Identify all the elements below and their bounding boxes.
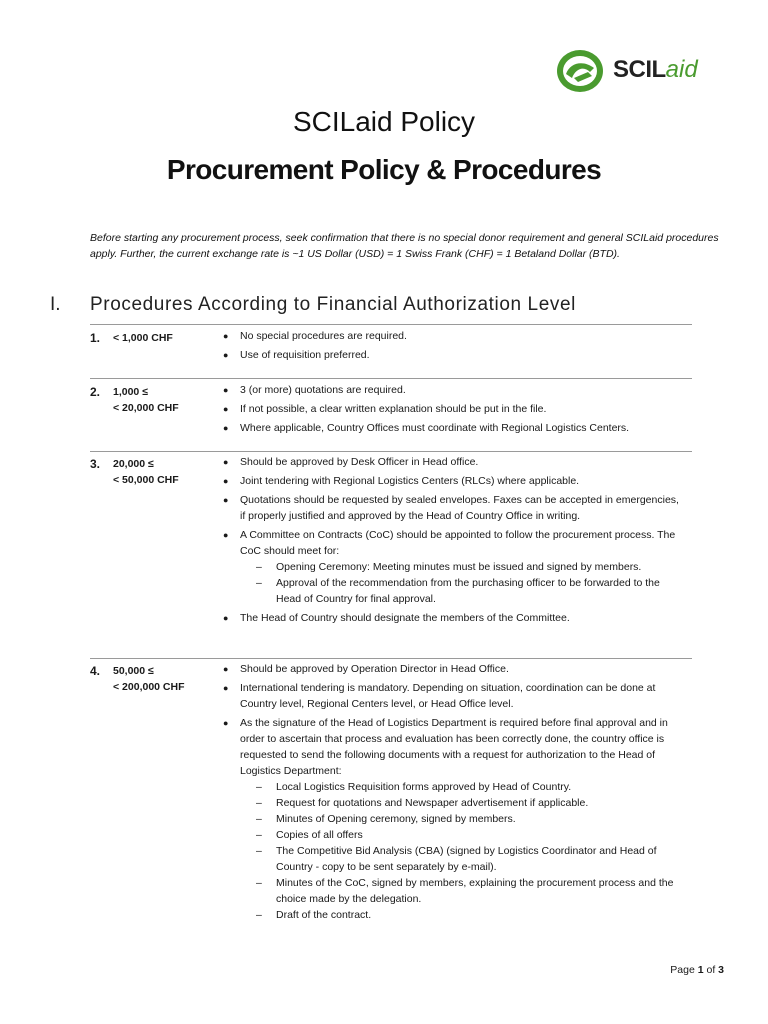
level-number: 1. <box>90 331 101 345</box>
level-procedures-list <box>222 328 684 366</box>
sub-list-item: – Minutes of Opening ceremony, signed by members. <box>256 813 516 825</box>
sub-list-item: – Minutes of the CoC, signed by members, explaining the procurement process and the choice made by the delegation. <box>256 877 674 905</box>
sub-list <box>240 559 684 607</box>
sub-list-item: – The Competitive Bid Analysis (CBA) (signed by Logistics Coordinator and Head of Country - copy to be sent separately by e-mail). <box>256 845 657 873</box>
sub-list-item: – Local Logistics Requisition forms approved by Head of Country. <box>256 781 572 793</box>
logo-scil-text: SCIL <box>613 56 666 83</box>
sub-list-item: – Approval of the recommendation from the purchasing officer to be forwarded to the Head of Country for final approval. <box>256 577 660 605</box>
logo-aid-text: aid <box>665 56 698 83</box>
list-item: ● Use of requisition preferred. <box>223 349 370 361</box>
row-divider <box>90 451 692 452</box>
sub-list-item: – Copies of all offers <box>256 829 363 841</box>
section-title: Procedures According to Financial Authorization Level <box>90 294 576 315</box>
list-item: ● If not possible, a clear written explanation should be put in the file. <box>223 403 547 415</box>
list-item: ● The Head of Country should designate the members of the Committee. <box>223 612 570 624</box>
list-item: ● 3 (or more) quotations are required. <box>223 384 406 396</box>
section-heading <box>50 292 730 318</box>
sub-list-item: – Draft of the contract. <box>256 909 372 921</box>
level-procedures-list <box>222 382 684 439</box>
list-item: ● Quotations should be requested by sealed envelopes. Faxes can be accepted in emergencies, if properly justified and approved by the Head of Country Office in writing. <box>223 494 679 522</box>
document-title: SCILaid Policy <box>292 106 476 137</box>
list-item: ● Should be approved by Operation Director in Head Office. <box>223 663 509 675</box>
level-number: 3. <box>90 457 101 471</box>
level-threshold: 20,000 ≤ <box>113 458 154 470</box>
intro-paragraph: Before starting any procurement process, seek confirmation that there is no special donor requirement and general SCILaid procedures apply. Further, the current exchange rate is ~1 US Dollar (USD) = 1 Swiss Frank (CHF) = 1 Betaland Dollar (BTD). <box>90 232 719 260</box>
list-item: ● A Committee on Contracts (CoC) should be appointed to follow the procurement process. The CoC should meet for: – Opening Ceremony: Meeting minutes must be issued and signed by members. – Approval of the recommendation from the purchasing officer to be forwarded to the Head of Country for final approval. <box>222 527 684 607</box>
section-number: I. <box>50 294 61 315</box>
row-divider <box>90 378 692 379</box>
level-threshold: < 1,000 CHF <box>113 332 173 344</box>
sub-list <box>240 779 684 923</box>
document-subtitle: Procurement Policy & Procedures <box>166 154 602 185</box>
list-item: ● Should be approved by Desk Officer in Head office. <box>223 456 479 468</box>
list-item: ● As the signature of the Head of Logistics Department is required before final approval and in order to ascertain that process and evaluation has been correctly done, the country office is requested to send the following documents with a request for authorization to the Head of Logistics Department: – Local Logistics Requisition forms approved by Head of Country. – Request for quotations and Newspaper advertisement if applicable. – Minutes of Opening ceremony, signed by members. – Copies of all offers – The Competitive Bid Analysis (CBA) (signed by Logistics Coordinator and Head of Country - copy to be sent separately by e-mail). – Minutes of the CoC, signed by members, explaining the procurement process and the choice made by the delegation. – Draft of the contract. <box>222 715 684 923</box>
row-divider <box>90 658 692 659</box>
row-divider <box>90 324 692 325</box>
page-number: Page 1 of 3 <box>670 964 724 976</box>
scilaid-logo <box>554 48 724 94</box>
level-procedures-list <box>222 661 684 926</box>
total-pages: 3 <box>718 964 724 976</box>
sub-list-item: – Opening Ceremony: Meeting minutes must be issued and signed by members. <box>256 561 642 573</box>
sub-list-item: – Request for quotations and Newspaper advertisement if applicable. <box>256 797 589 809</box>
level-threshold: < 200,000 CHF <box>113 681 185 693</box>
level-procedures-list <box>222 454 684 629</box>
level-threshold: 50,000 ≤ <box>113 665 154 677</box>
level-threshold: < 50,000 CHF <box>113 474 179 486</box>
list-item: ● Joint tendering with Regional Logistics Centers (RLCs) where applicable. <box>223 475 580 487</box>
level-number: 4. <box>90 664 101 678</box>
list-item: ● International tendering is mandatory. Depending on situation, coordination can be done at Country level, Regional Centers level, or Head Office level. <box>223 682 656 710</box>
logo-wordmark <box>613 56 698 84</box>
list-item: ● Where applicable, Country Offices must coordinate with Regional Logistics Centers. <box>223 422 630 434</box>
list-item: ● No special procedures are required. <box>223 330 407 342</box>
level-threshold: < 20,000 CHF <box>113 402 179 414</box>
hand-globe-icon <box>554 48 608 94</box>
current-page: 1 <box>697 964 704 976</box>
level-number: 2. <box>90 385 101 399</box>
level-threshold: 1,000 ≤ <box>113 386 148 398</box>
